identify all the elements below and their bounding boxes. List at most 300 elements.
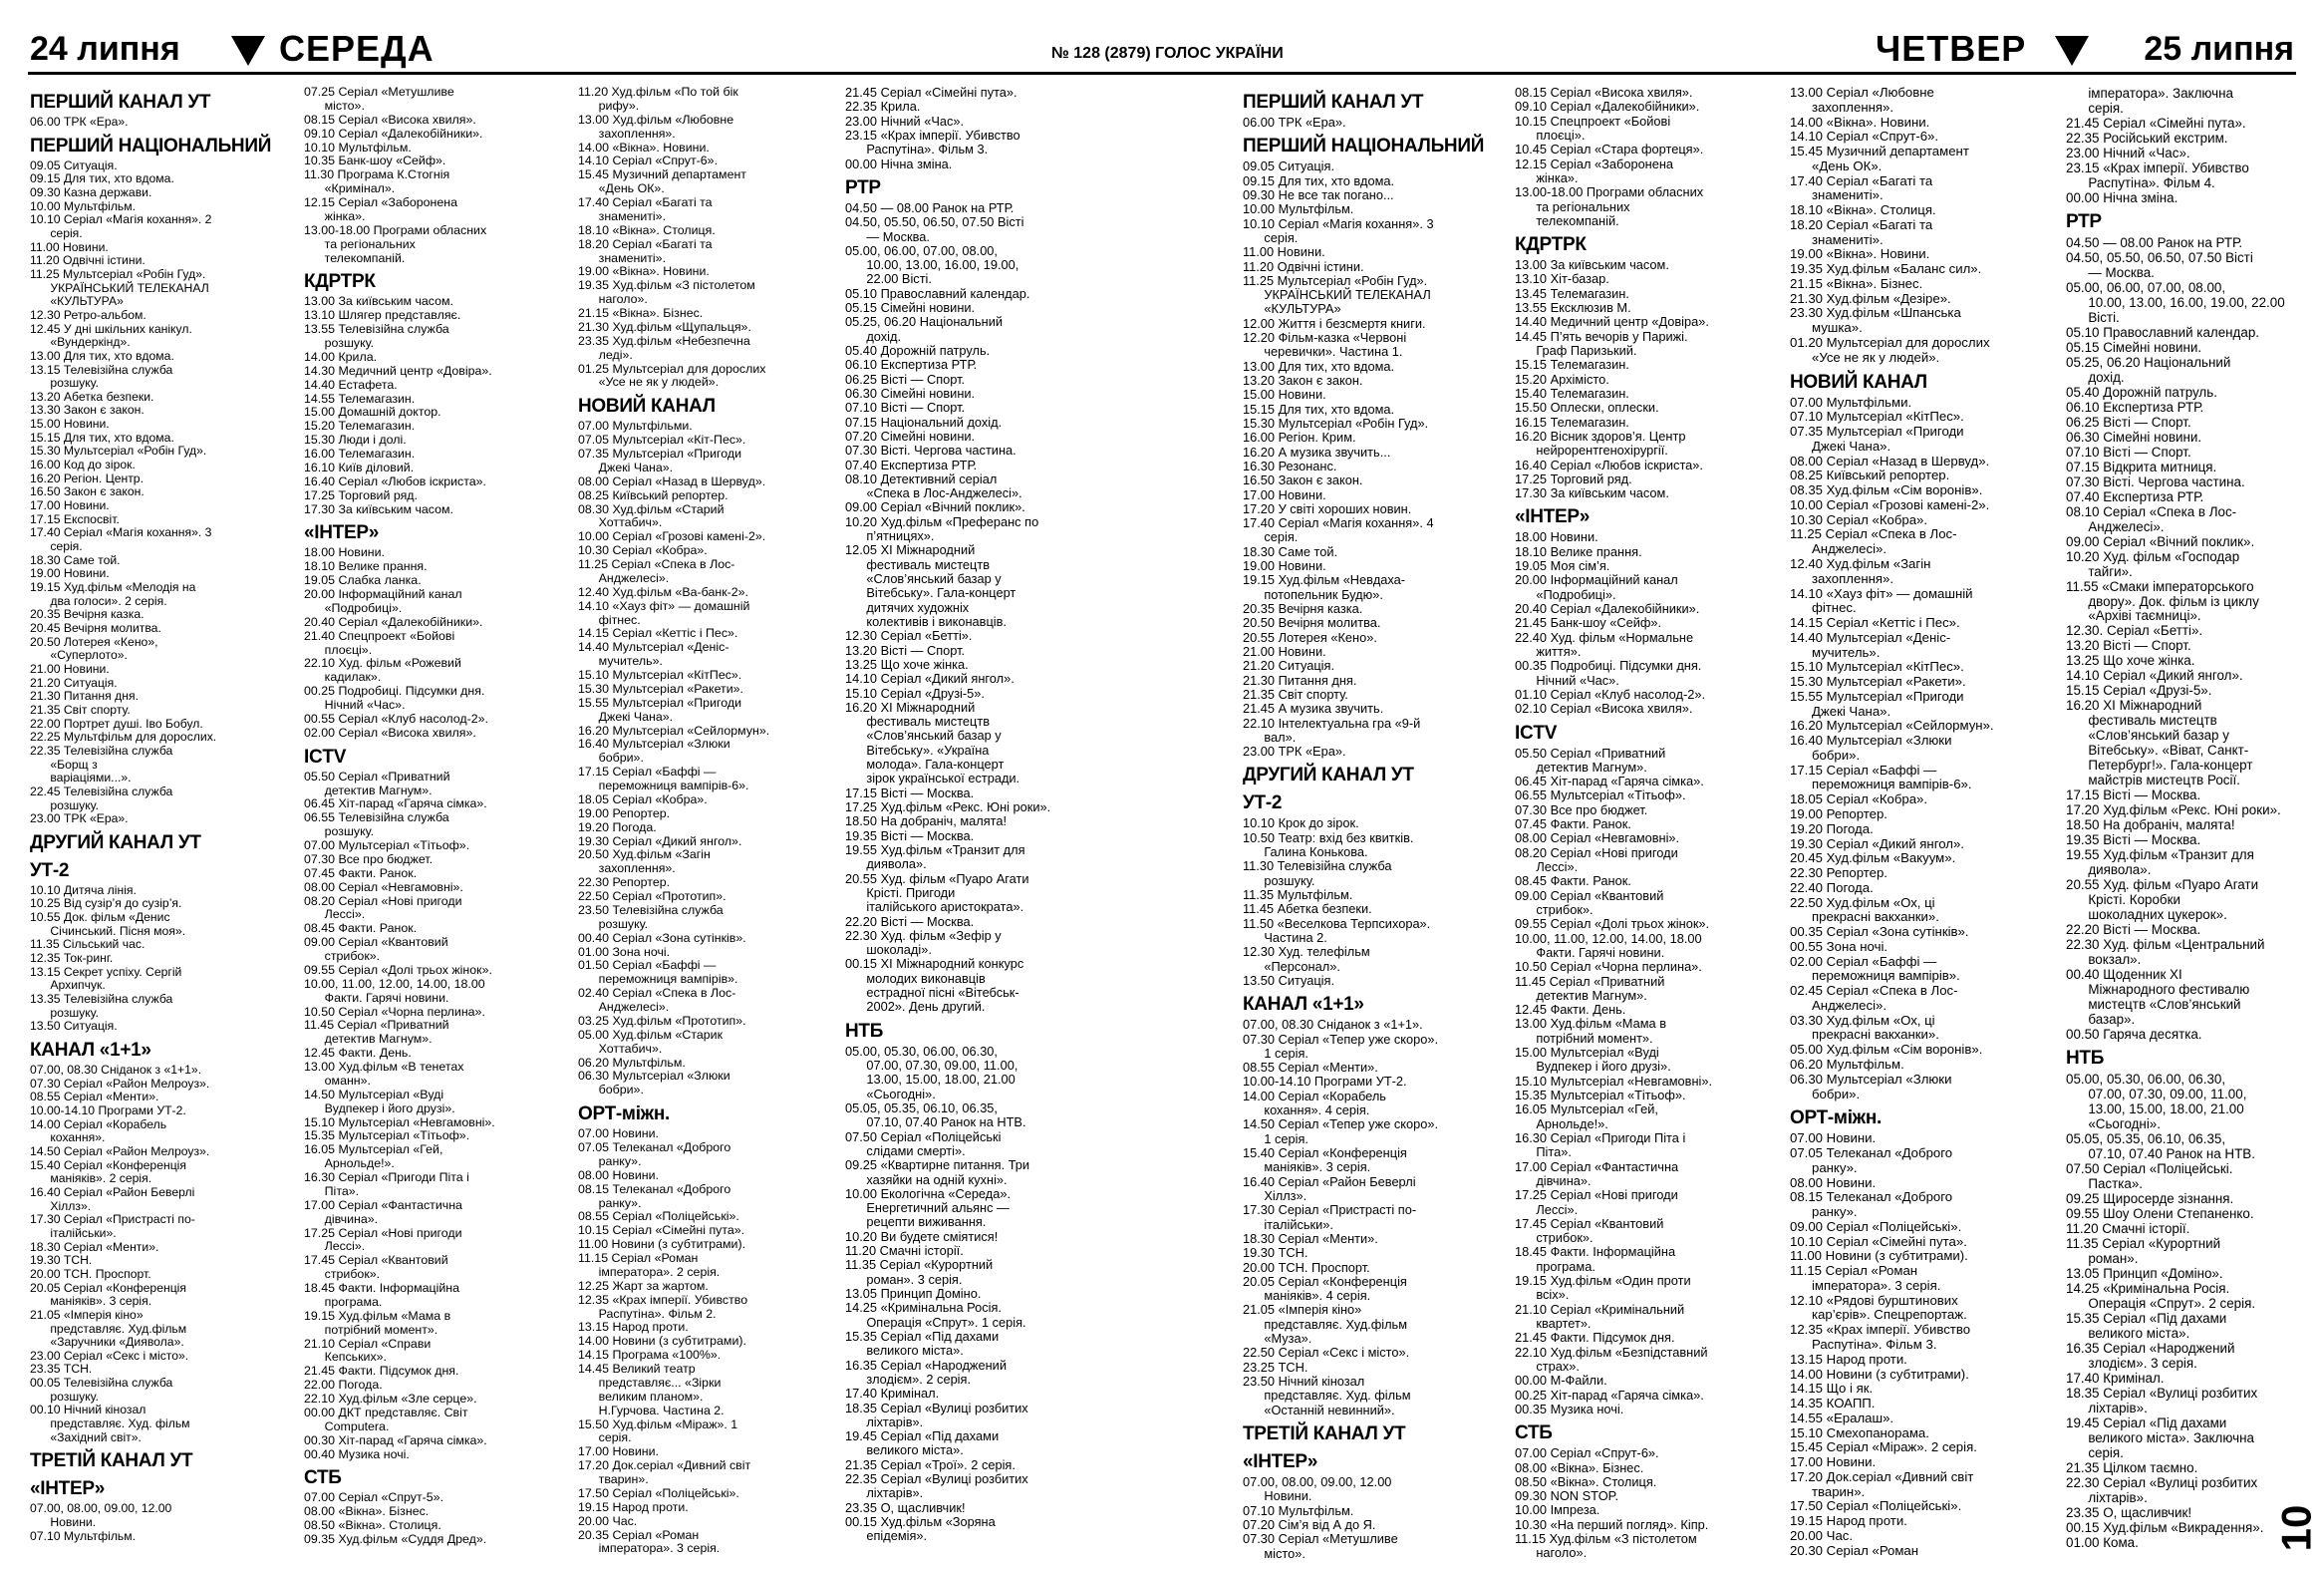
left-day: СЕРЕДА <box>279 28 435 69</box>
program-listing: 21.20 Ситуація. <box>1243 658 1335 674</box>
program-listing: 13.45 Телемагазин. <box>1515 285 1629 301</box>
program-listing: 12.25 Жарт за жартом. <box>578 1278 709 1293</box>
channel-heading: ICTV <box>1515 722 1558 744</box>
program-listing: 22.50 Серіал «Прототип». <box>578 889 726 903</box>
program-listing: 22.35 Телевізійна служба «Борщ з варіаціями...». <box>30 743 173 785</box>
program-listing: 15.10 Мультсеріал «КітПес». <box>578 668 742 682</box>
program-listing: 16.05 Мультсеріал «Гей, Арнольде!». <box>1515 1101 1658 1131</box>
program-listing: 17.40 Серіал «Багаті та знамениті». <box>578 195 713 223</box>
schedule-column <box>304 86 565 1547</box>
program-listing: 07.40 Експертиза РТР. <box>2066 488 2204 504</box>
program-listing: 23.35 Худ.фільм «Небезпечна леді». <box>578 333 750 362</box>
program-listing: 17.45 Серіал «Квантовий стрибок». <box>1515 1215 1664 1246</box>
program-listing: 16.40 Серіал «Район Беверлі Хіллз». <box>1243 1173 1416 1203</box>
program-listing: 07.30 Серіал «Метушливе місто». <box>1243 1531 1398 1561</box>
program-listing: 00.00 Нічна зміна. <box>845 156 953 171</box>
program-listing: 13.05 Принцип Доміно. <box>845 1286 982 1301</box>
program-listing: 22.35 Серіал «Вулиці розбитих ліхтарів». <box>845 1471 1028 1501</box>
program-listing: 15.30 Мультсеріал «Ракети». <box>1790 674 1966 690</box>
program-listing: 09.00 Серіал «Квантовий стрибок». <box>1515 887 1664 917</box>
program-listing: 10.25 Від сузір’я до сузір’я. <box>30 896 182 911</box>
program-listing: 18.35 Серіал «Вулиці розбитих ліхтарів». <box>845 1400 1028 1429</box>
program-listing: 20.50 Вечірня молитва. <box>1243 615 1381 631</box>
program-listing: 00.35 Подробиці. Підсумки дня. Нічний «Час». <box>1515 658 1702 688</box>
program-listing: 05.50 Серіал «Приватний детектив Магнум». <box>304 769 450 797</box>
program-listing: 13.20 Вісті — Спорт. <box>2066 638 2191 654</box>
program-listing: 12.30 Худ. телефільм «Персонал». <box>1243 944 1370 974</box>
program-listing: 19.00 Репортер. <box>578 805 671 820</box>
program-listing: 09.55 Серіал «Долі трьох жінок». <box>304 962 492 977</box>
program-listing: 17.30 За київським часом. <box>1515 485 1669 501</box>
program-listing: 21.45 Факти. Підсумок дня. <box>1515 1330 1675 1346</box>
program-listing: 21.35 Цілком таємно. <box>2066 1459 2198 1475</box>
program-listing: 05.00, 05.30, 06.00, 06.30, 07.00, 07.30, 09.00, 11.00, 13.00, 15.00, 18.00, 21.00 «Сьогодні». <box>2066 1072 2247 1131</box>
program-listing: 04.50 — 08.00 Ранок на РТР. <box>2066 234 2243 250</box>
program-listing: 06.55 Мультсеріал «Тітьоф». <box>1515 787 1686 803</box>
program-listing: 08.50 «Вікна». Столиця. <box>304 1518 441 1533</box>
program-listing: 05.40 Дорожній патруль. <box>845 343 991 358</box>
schedule-column <box>30 86 291 1543</box>
program-listing: 13.25 Що хоче жінка. <box>845 656 969 672</box>
program-listing: 21.35 Світ спорту. <box>1243 686 1348 702</box>
program-listing: 19.55 Худ.фільм «Транзит для диявола». <box>845 841 1025 872</box>
program-listing: 19.15 Худ.фільм «Один проти всіх». <box>1515 1273 1691 1303</box>
channel-heading: ТРЕТІЙ КАНАЛ УТ <box>1243 1422 1406 1444</box>
program-listing: 09.05 Ситуація. <box>1243 158 1335 174</box>
program-listing: 16.50 Закон є закон. <box>1243 472 1363 488</box>
channel-heading: ПЕРШИЙ НАЦІОНАЛЬНИЙ <box>1243 136 1485 157</box>
program-listing: 08.20 Серіал «Нові пригоди Лессі». <box>304 893 462 922</box>
program-listing: 00.15 Худ.фільм «Зоряна епідемія». <box>845 1514 996 1544</box>
program-listing: 18.30 Серіал «Менти». <box>30 1239 159 1254</box>
program-listing: 07.45 Факти. Ранок. <box>1515 816 1631 832</box>
channel-heading: «ІНТЕР» <box>1515 506 1590 528</box>
program-listing: 23.35 ТСН. <box>30 1362 93 1377</box>
program-listing: 18.10 Велике прання. <box>304 559 428 574</box>
program-listing: 20.35 Серіал «Роман імператора». 3 серія. <box>578 1527 721 1556</box>
program-listing: 17.00 Серіал «Фантастична дівчина». <box>304 1197 462 1226</box>
program-listing: 00.35 Музика ночі. <box>1515 1401 1624 1416</box>
program-listing: 14.15 Серіал «Кеттіс і Пес». <box>1790 615 1960 631</box>
program-listing: 19.45 Серіал «Під дахами великого міста». <box>845 1428 1000 1458</box>
program-listing: 17.15 Серіал «Баффі — переможниця вампірів-6». <box>578 765 749 792</box>
program-listing: 06.25 Вісті — Спорт. <box>845 371 966 387</box>
program-listing: 20.30 Серіал «Роман <box>1790 1542 1919 1558</box>
program-listing: 14.15 Програма «100%». <box>578 1348 722 1363</box>
program-listing: 20.00 ТСН. Проспорт. <box>30 1266 151 1281</box>
program-listing: 08.15 Телеканал «Доброго ранку». <box>1790 1189 1953 1220</box>
channel-heading: ПЕРШИЙ НАЦІОНАЛЬНИЙ <box>30 135 272 157</box>
program-listing: 07.30 Серіал «Район Мелроуз». <box>30 1076 210 1091</box>
program-listing: 08.00 «Вікна». Бізнес. <box>1515 1459 1644 1475</box>
program-listing: 08.45 Факти. Ранок. <box>304 921 418 936</box>
program-listing: 09.15 Для тих, хто вдома. <box>1243 172 1395 188</box>
program-listing: 21.00 Новини. <box>1243 643 1326 659</box>
program-listing: 07.15 Відкрита митниця. <box>2066 459 2217 474</box>
program-listing: 07.00, 08.30 Сніданок з «1+1». <box>30 1063 202 1078</box>
program-listing: 19.00 «Вікна». Новини. <box>578 264 710 279</box>
program-listing: 19.05 Слабка ланка. <box>304 573 422 588</box>
program-listing: 07.30 Все про бюджет. <box>304 851 434 866</box>
program-listing: 06.30 Мультсеріал «Злюки бобри». <box>578 1069 730 1098</box>
program-listing: 07.35 Мультсеріал «Пригоди Джекі Чана». <box>1790 424 1964 454</box>
program-listing: 14.45 П’ять вечорів у Парижі. Граф Паризький. <box>1515 328 1688 358</box>
program-listing: 11.00 Новини. <box>1243 244 1325 260</box>
program-listing: 08.15 Серіал «Висока хвиля». <box>1515 85 1693 100</box>
program-listing: 08.25 Київський репортер. <box>1790 468 1950 483</box>
program-listing: 09.05 Ситуація. <box>30 157 118 172</box>
program-listing: 15.10 Мультсеріал «Невгамовні». <box>1515 1073 1713 1089</box>
program-listing: 16.40 Серіал «Район Беверлі Хіллз». <box>30 1184 195 1213</box>
program-listing: 07.05 Мультсеріал «Кіт-Пес». <box>578 433 746 448</box>
program-listing: 12.10 «Рядові бурштинових кар’єрів». Спецрепортаж. <box>1790 1292 1967 1323</box>
program-listing: 06.00 ТРК «Ера». <box>1243 115 1346 130</box>
left-date: 24 липня <box>30 30 180 68</box>
program-listing: 22.40 Погода. <box>1790 879 1874 895</box>
program-listing: 16.20 А музика звучить... <box>1243 444 1391 460</box>
program-listing: 14.35 КОАПП. <box>1790 1396 1876 1412</box>
channel-heading: НТБ <box>2066 1048 2105 1070</box>
program-listing: 17.20 Док.серіал «Дивний світ тварин». <box>1790 1468 1974 1499</box>
program-listing: 07.00 Мультсеріал «Тітьоф». <box>304 838 470 852</box>
program-listing: 21.40 Спецпроект «Бойові плоєці». <box>304 628 455 657</box>
program-listing: 14.40 Естафета. <box>304 377 398 392</box>
program-listing: 23.25 ТСН. <box>1243 1359 1308 1375</box>
program-listing: 21.30 Питання дня. <box>1243 672 1357 688</box>
program-listing: 12.45 Факти. День. <box>304 1046 412 1061</box>
channel-heading: ПЕРШИЙ КАНАЛ УТ <box>1243 92 1424 113</box>
program-listing: 12.45 Факти. День. <box>1515 1002 1626 1018</box>
program-listing: 17.20 У світі хороших новин. <box>1243 500 1412 516</box>
program-listing: 08.00 Серіал «Невгамовні». <box>304 879 463 894</box>
program-listing: 20.05 Серіал «Конференція маніяків». 4 серія. <box>1243 1273 1407 1304</box>
channel-heading: ДРУГИЙ КАНАЛ УТ <box>1243 765 1414 786</box>
program-listing: 16.20 Мультсеріал «Сейлормун». <box>578 723 770 738</box>
program-listing: 07.05 Телеканал «Доброго ранку». <box>1790 1145 1953 1175</box>
program-listing: 14.00 «Вікна». Новини. <box>578 140 710 155</box>
program-listing: 21.35 Світ спорту. <box>30 702 131 717</box>
right-page-header <box>1876 14 2294 72</box>
program-listing: 07.50 Серіал «Поліцейські. Пастка». <box>2066 1160 2233 1191</box>
program-listing: 11.45 Серіал «Приватний детектив Магнум». <box>1515 973 1665 1003</box>
channel-heading: ПЕРШИЙ КАНАЛ УТ <box>30 92 211 113</box>
program-listing: 15.40 Серіал «Конференція маніяків». 3 серія. <box>1243 1145 1407 1175</box>
program-listing: 14.10 «Хауз фіт» — домашній фітнес. <box>578 598 750 627</box>
program-listing: 23.00 ТРК «Ера». <box>30 811 129 826</box>
program-listing: 16.40 Мультсеріал «Злюки бобри». <box>578 737 730 766</box>
program-listing: 23.35 О, щасливчик! <box>2066 1504 2192 1520</box>
program-listing: 18.30 Саме той. <box>30 552 121 567</box>
program-listing: 14.00 «Вікна». Новини. <box>1790 114 1930 130</box>
program-listing: 10.50 Серіал «Чорна перлина». <box>1515 959 1702 975</box>
program-listing: 12.20 Фільм-казка «Червоні черевички». Частина 1. <box>1243 330 1407 360</box>
channel-heading: УТ-2 <box>1243 792 1283 814</box>
program-listing: 08.00 «Вікна». Бізнес. <box>304 1504 430 1519</box>
program-listing: 20.05 Серіал «Конференція маніяків». 3 серія. <box>30 1280 186 1309</box>
program-listing: 10.30 «На перший погляд». Кіпр. <box>1515 1516 1709 1532</box>
schedule-column <box>2066 86 2324 1550</box>
program-listing: 20.35 Вечірня казка. <box>1243 601 1363 616</box>
program-listing: 05.15 Сімейні новини. <box>845 300 976 316</box>
program-listing: 21.15 «Вікна». Бізнес. <box>1790 275 1923 291</box>
program-listing: 07.30 Серіал «Тепер уже скоро». 1 серія. <box>1243 1031 1439 1061</box>
program-listing: 10.00 Серіал «Грозові камені-2». <box>578 529 766 544</box>
program-listing: 22.10 Інтелектуальна гра «9-й вал». <box>1243 715 1421 745</box>
program-listing: 07.00, 08.30 Сніданок з «1+1». <box>1243 1017 1423 1033</box>
program-listing: 09.30 Не все так погано... <box>1243 186 1394 202</box>
program-listing: 06.30 Сімейні новини. <box>845 385 976 401</box>
program-listing: 10.10 Серіал «Магія кохання». 3 серія. <box>1243 215 1434 245</box>
program-listing: 10.15 Спецпроект «Бойові плоєці». <box>1515 113 1671 143</box>
program-listing: 15.00 Новини. <box>30 417 110 432</box>
program-listing: 14.00 Новини (з субтитрами). <box>578 1334 746 1349</box>
program-listing: 15.15 Для тих, хто вдома. <box>30 430 174 445</box>
program-listing: 18.45 Факти. Інформаційна програма. <box>1515 1244 1676 1274</box>
program-listing: 13.00 Для тих, хто вдома. <box>30 348 174 363</box>
program-listing: 15.00 Мультсеріал «Вуді Вудпекер і його друзі». <box>1515 1045 1671 1075</box>
program-listing: 15.35 Серіал «Під дахами великого міста». <box>2066 1310 2227 1341</box>
program-listing: 08.10 Серіал «Спека в Лос- Анджелесі». <box>2066 503 2237 534</box>
program-listing: 17.40 Серіал «Багаті та знамениті». <box>1790 172 1933 203</box>
program-listing: 05.00, 06.00, 07.00, 08.00, 10.00, 13.00, 16.00, 19.00, 22.00 Вісті. <box>2066 279 2285 325</box>
program-listing: 07.20 Сім’я від А до Я. <box>1243 1516 1376 1532</box>
program-listing: 07.10 Мультсеріал «КітПес». <box>1790 409 1964 425</box>
program-listing: 01.10 Серіал «Клуб насолод-2». <box>1515 686 1706 702</box>
program-listing: 05.25, 06.20 Національний дохід. <box>2066 354 2231 385</box>
program-listing: 14.25 «Кримінальна Росія. Операція «Спрут». 2 серія. <box>2066 1280 2256 1311</box>
program-listing: 12.30. Серіал «Бетті». <box>2066 623 2203 639</box>
program-listing: 16.15 Телемагазин. <box>1515 414 1629 430</box>
program-listing: 19.15 Худ.фільм «Мама в потрібний момент». <box>304 1308 451 1337</box>
program-listing: 07.10 Мультфільм. <box>1243 1502 1354 1518</box>
program-listing: 10.20 Худ. фільм «Господар тайги». <box>2066 548 2240 579</box>
program-listing: 18.30 Серіал «Менти». <box>1243 1230 1378 1246</box>
program-listing: 00.15 Худ.фільм «Викрадення». <box>2066 1519 2264 1535</box>
program-listing: 01.00 Кома. <box>2066 1534 2139 1550</box>
program-listing: 15.15 Серіал «Друзі-5». <box>2066 683 2212 699</box>
program-listing: 09.30 NON STOP. <box>1515 1488 1619 1504</box>
program-listing: 12.35 Ток-ринг. <box>30 951 114 966</box>
program-listing: 18.50 На добраніч, малята! <box>845 813 1008 829</box>
program-listing: 14.10 «Хауз фіт» — домашній фітнес. <box>1790 585 1973 616</box>
program-listing: 05.40 Дорожній патруль. <box>2066 384 2217 400</box>
program-listing: 15.45 Музичний департамент «День ОК». <box>578 167 746 196</box>
program-listing: 09.35 Худ.фільм «Суддя Дред». <box>304 1532 487 1546</box>
program-listing: 13.05 Принцип «Доміно». <box>2066 1265 2223 1281</box>
program-listing: 00.40 Музика ночі. <box>304 1446 410 1461</box>
program-listing: 08.50 «Вікна». Столиця. <box>1515 1473 1657 1489</box>
channel-heading: СТБ <box>1515 1422 1553 1444</box>
program-listing: 15.30 Мультсеріал «Ракети». <box>578 681 743 696</box>
program-listing: 18.50 На добраніч, малята! <box>2066 817 2235 833</box>
program-listing: 21.45 Серіал «Сімейні пута». <box>2066 115 2246 131</box>
program-listing: 19.55 Худ.фільм «Транзит для диявола». <box>2066 847 2254 878</box>
program-listing: 14.00 Крила. <box>304 349 378 364</box>
program-listing: 09.25 Щиросерде зізнання. <box>2066 1190 2234 1206</box>
program-listing: 09.15 Для тих, хто вдома. <box>30 171 174 186</box>
program-listing: 15.55 Мультсеріал «Пригоди Джекі Чана». <box>578 695 742 724</box>
program-listing: 05.05, 05.35, 06.10, 06.35, 07.10, 07.40 Ранок на НТВ. <box>2066 1130 2255 1161</box>
program-listing: 14.00 Серіал «Корабель кохання». <box>30 1116 167 1145</box>
program-listing: 23.15 «Крах імперії. Убивство Распутіна». Фільм 4. <box>2066 159 2249 190</box>
program-listing: 04.50 — 08.00 Ранок на РТР. <box>845 199 1015 215</box>
program-listing: 09.55 Серіал «Долі трьох жінок». <box>1515 916 1710 932</box>
program-listing: 11.20 Одвічні істини. <box>1243 258 1364 274</box>
channel-heading: КДРТРК <box>304 271 376 293</box>
program-listing: 09.00 Серіал «Вічний поклик». <box>2066 533 2255 549</box>
program-listing: 20.00 Інформаційний канал «Подробиці». <box>1515 572 1678 602</box>
program-listing: 13.10 Шлягер представляє. <box>304 308 461 323</box>
program-listing: 10.20 Ви будете сміятися! <box>845 1228 999 1244</box>
header-rule <box>28 72 2296 75</box>
program-listing: 21.15 «Вікна». Бізнес. <box>578 306 704 320</box>
program-listing: 19.30 Серіал «Дикий янгол». <box>1790 835 1964 851</box>
channel-heading: «ІНТЕР» <box>304 522 379 544</box>
program-listing: 10.00-14.10 Програми УТ-2. <box>1243 1074 1407 1090</box>
issue-title: № 128 (2879) ГОЛОС УКРАЇНИ <box>1051 45 1284 62</box>
program-listing: 21.45 Банк-шоу «Сейф». <box>1515 615 1662 631</box>
program-listing: 13.00-18.00 Програми обласних та регіональних телекомпаній. <box>304 222 487 265</box>
program-listing: 06.30 Сімейні новини. <box>2066 429 2202 445</box>
program-listing: 19.00 Репортер. <box>1790 805 1888 821</box>
program-listing: 12.30 Серіал «Бетті». <box>845 628 973 644</box>
program-listing: 15.30 Мультсеріал «Робін Гуд». <box>30 444 207 459</box>
program-listing: 17.25 Серіал «Нові пригоди Лессі». <box>304 1225 462 1254</box>
schedule-column <box>845 86 1106 1544</box>
program-listing: 20.50 Лотерея «Кено», «Суперлото». <box>30 634 158 663</box>
program-listing: 03.30 Худ.фільм «Ох, ці прекрасні вакханки». <box>1790 1012 1939 1043</box>
program-listing: 20.45 Вечірня молитва. <box>30 620 161 635</box>
program-listing: 17.40 Серіал «Магія кохання». 4 серія. <box>1243 515 1434 545</box>
right-day: ЧЕТВЕР <box>1876 28 2027 69</box>
program-listing: 19.00 Новини. <box>1243 558 1326 574</box>
program-listing: 00.10 Нічний кінозал представляє. Худ. фільм «Західний світ». <box>30 1403 190 1444</box>
program-listing: 18.10 Велике прання. <box>1515 543 1642 559</box>
program-listing: 02.10 Серіал «Висока хвиля». <box>1515 701 1693 717</box>
program-listing: 22.10 Худ.фільм «Безпідставний страх». <box>1515 1344 1708 1374</box>
program-listing: 13.50 Ситуація. <box>30 1019 118 1034</box>
program-listing: 13.20 Абетка безпеки. <box>30 389 154 404</box>
program-listing: 10.00, 11.00, 12.00, 14.00, 18.00 Факти. Гарячі новини. <box>304 976 485 1005</box>
program-listing: 07.10 Вісті — Спорт. <box>2066 444 2191 460</box>
program-listing: 16.35 Серіал «Народжений злодієм». 3 серія. <box>2066 1340 2235 1371</box>
program-listing: 14.55 Телемагазин. <box>304 391 416 406</box>
program-listing: 15.00 Домашній доктор. <box>304 405 441 420</box>
program-listing: 07.10 Мультфільм. <box>30 1528 137 1543</box>
program-listing: 13.55 Телевізійна служба розшуку. <box>304 322 449 350</box>
program-listing: 13.00 За київським часом. <box>304 294 453 309</box>
program-listing: 03.25 Худ.фільм «Прототип». <box>578 1013 746 1028</box>
program-listing: 15.40 Телемагазин. <box>1515 385 1629 401</box>
program-listing: 16.20 XI Міжнародний фестиваль мистецтв «Слов’янський базар у Вітебську». «Віват, Санкт- Петербург!». Гала-концерт майстрів мистецтв Росії. <box>2066 698 2253 788</box>
program-listing: 14.40 Мультсеріал «Деніс- мучитель». <box>1790 629 1951 660</box>
program-listing: 16.50 Закон є закон. <box>30 484 145 499</box>
program-listing: 08.30 Худ.фільм «Старий Хоттабич». <box>578 501 725 530</box>
program-listing: 13.35 Телевізійна служба розшуку. <box>30 992 173 1020</box>
channel-heading: РТР <box>2066 210 2102 232</box>
program-listing: 14.10 Серіал «Спрут-6». <box>1790 129 1939 145</box>
program-listing: 20.55 Худ. фільм «Пуаро Агати Крісті. Пригоди італійського аристократа». <box>845 870 1029 915</box>
program-listing: 22.40 Худ. фільм «Нормальне життя». <box>1515 629 1694 659</box>
right-date: 25 липня <box>2144 30 2294 68</box>
program-listing: 21.35 Серіал «Трої». 2 серія. <box>845 1456 1016 1472</box>
program-listing: 22.00 Погода. <box>304 1378 383 1393</box>
program-listing: 11.30 Програма К.Стогнія «Кримінал». <box>304 167 450 196</box>
program-listing: 08.45 Факти. Ранок. <box>1515 873 1631 889</box>
program-listing: 14.15 Що і як. <box>1790 1381 1874 1397</box>
program-listing: 00.55 Серіал «Клуб насолод-2». <box>304 711 488 726</box>
program-listing: 17.00 Новини. <box>1790 1454 1877 1470</box>
program-listing: 11.00 Новини (з субтитрами). <box>1790 1248 1968 1264</box>
program-listing: 14.55 «Ералаш». <box>1790 1410 1894 1425</box>
program-listing: 22.30 Репортер. <box>578 875 671 890</box>
program-listing: 21.30 Питання дня. <box>30 689 139 704</box>
program-listing: 13.00 Худ.фільм «В тенетах оманн». <box>304 1060 464 1088</box>
program-listing: 06.25 Вісті — Спорт. <box>2066 414 2191 430</box>
program-listing: 11.25 Серіал «Спека в Лос- Анджелесі». <box>578 557 735 585</box>
program-listing: 17.20 Док.серіал «Дивний світ тварин». <box>578 1458 751 1486</box>
program-listing: 18.20 Серіал «Багаті та знамениті». <box>578 236 713 265</box>
program-listing: 10.30 Серіал «Кобра». <box>1790 511 1928 527</box>
program-listing: імператора». Заключна серія. <box>2088 86 2233 116</box>
program-listing: 09.00 Серіал «Поліцейські». <box>1790 1218 1962 1234</box>
program-listing: 05.10 Православний календар. <box>845 285 1030 301</box>
program-listing: 19.15 Худ.фільм «Мелодія на два голоси». 2 серія. <box>30 580 196 608</box>
program-listing: 11.15 Серіал «Роман імператора». 3 серія. <box>1790 1263 1941 1293</box>
program-listing: 12.35 «Крах імперії. Убивство Распутіна». Фільм 2. <box>578 1292 748 1321</box>
program-listing: 08.10 Детективний серіал «Спека в Лос-Анджелесі». <box>845 471 1022 501</box>
program-listing: 09.25 «Квартирне питання. Три хазяйки на одній кухні». <box>845 1157 1030 1187</box>
program-listing: 15.00 Новини. <box>1243 387 1326 403</box>
program-listing: 16.00 Телемагазин. <box>304 447 416 461</box>
program-listing: 20.55 Худ. фільм «Пуаро Агати Крісті. Коробки шоколадних цукерок». <box>2066 877 2259 923</box>
program-listing: 22.50 Худ.фільм «Ох, ці прекрасні вакханки». <box>1790 894 1939 925</box>
program-listing: 08.00 Новини. <box>1790 1174 1877 1190</box>
program-listing: 17.15 Вісті — Москва. <box>2066 787 2201 803</box>
program-listing: 20.00 Час. <box>578 1513 638 1528</box>
program-listing: 14.40 Медичний центр «Довіра». <box>1515 314 1709 330</box>
program-listing: 06.20 Мультфільм. <box>1790 1057 1904 1072</box>
program-listing: 00.50 Гаряча десятка. <box>2066 1027 2202 1043</box>
program-listing: 15.20 Архімісто. <box>1515 371 1609 387</box>
program-listing: 05.00 Худ.фільм «Сім воронів». <box>1790 1042 1983 1058</box>
program-listing: 14.00 Новини (з субтитрами). <box>1790 1366 1969 1382</box>
program-listing: 13.00-18.00 Програми обласних та регіональних телекомпаній. <box>1515 184 1704 228</box>
program-listing: 05.50 Серіал «Приватний детектив Магнум». <box>1515 745 1666 775</box>
program-listing: 11.00 Новини. <box>30 239 109 254</box>
program-listing: 13.30 Закон є закон. <box>30 403 145 418</box>
program-listing: 05.15 Сімейні новини. <box>2066 339 2202 355</box>
program-listing: 23.50 Нічний кінозал представляє. Худ. фільм «Останній невинний». <box>1243 1374 1411 1417</box>
program-listing: 11.50 «Веселкова Терпсихора». Частина 2. <box>1243 915 1431 945</box>
program-listing: 13.50 Ситуація. <box>1243 972 1335 988</box>
program-listing: 16.40 Серіал «Любов іскриста». <box>304 473 486 488</box>
program-listing: 07.30 Все про бюджет. <box>1515 801 1648 817</box>
program-listing: 00.40 Серіал «Зона сутінків». <box>578 930 746 945</box>
program-listing: 00.25 Подробиці. Підсумки дня. Нічний «Час». <box>304 684 485 712</box>
program-listing: 00.25 Хіт-парад «Гаряча сімка». <box>1515 1387 1704 1403</box>
program-listing: 12.30 Ретро-альбом. <box>30 307 146 322</box>
program-listing: 15.35 Мультсеріал «Тітьоф». <box>1515 1088 1686 1102</box>
page-number: 10 <box>2272 1504 2320 1552</box>
program-listing: 20.45 Худ.фільм «Вакуум». <box>1790 850 1956 866</box>
program-listing: 07.20 Сімейні новини. <box>845 428 976 444</box>
program-listing: 15.50 Худ.фільм «Міраж». 1 серія. <box>578 1416 738 1445</box>
program-listing: 17.30 За київським часом. <box>304 501 453 516</box>
program-listing: 00.40 Щоденник XI Міжнародного фестивалю мистецтв «Слов’янський базар». <box>2066 967 2250 1028</box>
channel-heading: РТР <box>845 176 881 198</box>
program-listing: 09.00 Серіал «Квантовий стрибок». <box>304 935 448 963</box>
